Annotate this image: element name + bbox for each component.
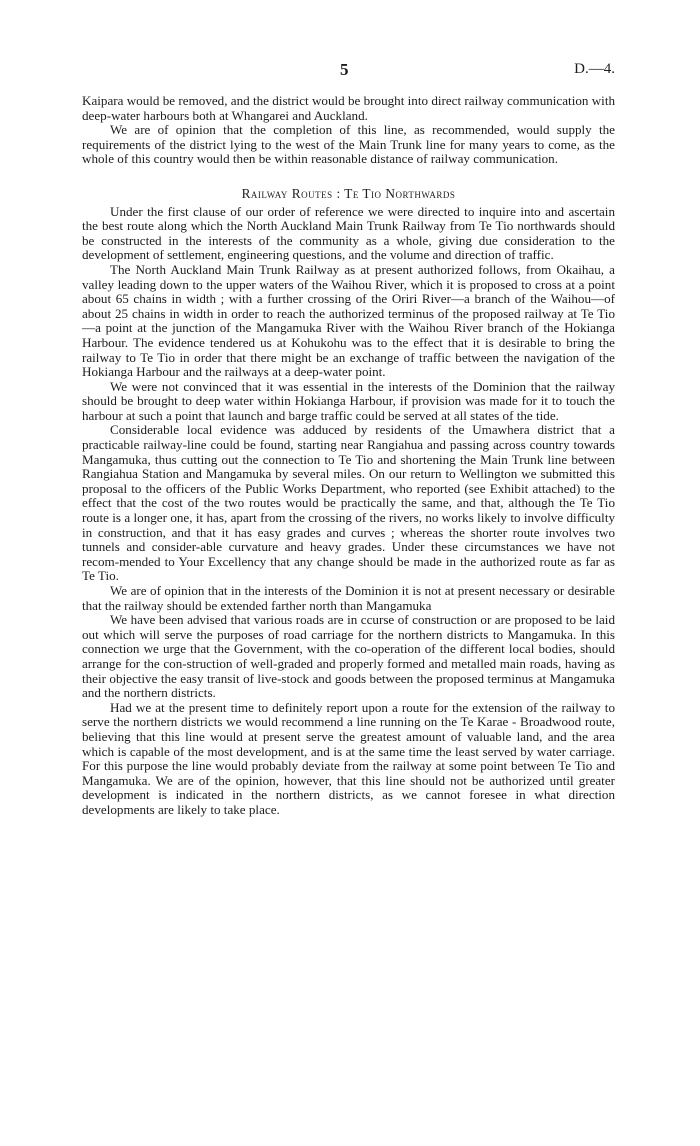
page-header	[82, 60, 615, 94]
paragraph: We have been advised that various roads are in ccurse of construction or are proposed to be laid out which will serve the purposes of road carriage for the northern districts to Mangamuka. In this connection we urge that the Government, with the co-operation of the different local bodies, should arrange for the con-struction of well-graded and properly formed and metalled main roads, having as their objective the easy transit of live-stock and goods between the proposed terminus at Mangamuka and the northern districts.	[82, 612, 615, 701]
paragraph: The North Auckland Main Trunk Railway as at present authorized follows, from Okaihau, a valley leading down to the upper waters of the Waihou River, which it is proposed to cross at a point about 65 chains in width ; with a further crossing of the Oriri River—a branch of the Waihou—of about 25 chains in width in order to reach the authorized terminus of the proposed railway at Te Tio—a point at the junction of the Mangamuka River with the Waihou River branch of the Hokianga Harbour. The evidence tendered us at Kohukohu was to the effect that it is desirable to bring the railway to Te Tio in order that there might be an exchange of traffic between the navigation of the Hokianga Harbour and the railways at a deep-water point.	[82, 261, 615, 380]
page-number: 5	[340, 60, 349, 79]
paragraph: Kaipara would be removed, and the district would be brought into direct railway communication with deep-water harbours both at Whangarei and Auckland.	[82, 93, 615, 123]
document-reference: D.—4.	[574, 61, 615, 77]
paragraph: We are of opinion that in the interests of the Dominion it is not at present necessary or desirable that the railway should be extended farther north than Mangamuka	[82, 583, 615, 613]
paragraph: Had we at the present time to definitely report upon a route for the extension of the railway to serve the northern districts we would recommend a line running on the Te Karae - Broadwood route, believing that this line would at present serve the greatest amount of valuable land, and the area which is capable of the most development, and is at the same time the least served by water carriage. For this purpose the line would probably deviate from the railway at some point between Te Tio and Mangamuka. We are of the opinion, however, that this line should not be authorized until greater development is indicated in the northern districts, as we cannot foresee in what direction developments are likely to take place.	[82, 699, 615, 817]
paragraph: Considerable local evidence was adduced by residents of the Umawhera district that a practicable railway-line could be found, starting near Rangiahua and passing across country towards Mangamuka, thus cutting out the connection to Te Tio and shortening the Main Trunk line between Rangiahua Station and Mangamuka by several miles. On our return to Wellington we submitted this proposal to the officers of the Public Works Department, who reported (see Exhibit attached) to the effect that the cost of the two routes would be practically the same, and that, although the Te Tio route is a longer one, it has, apart from the crossing of the rivers, no works likely to involve difficulty in construction, and that it has easy grades and curves ; whereas the shorter route involves two tunnels and consider-able curvature and heavy grades. Under these circumstances we have not recom-mended to Your Excellency that any change should be made in the authorized route as far as Te Tio.	[82, 422, 615, 584]
document-page	[82, 60, 615, 818]
body-text	[82, 94, 615, 818]
paragraph: We were not convinced that it was essential in the interests of the Dominion that the railway should be brought to deep water within Hokianga Harbour, if provision was made for it to touch the harbour at such a point that launch and barge traffic could be served at all states of the tide.	[82, 378, 615, 423]
paragraph: Under the first clause of our order of reference we were directed to inquire into and ascertain the best route along which the North Auckland Main Trunk Railway from Te Tio northwards should be constructed in the interests of the community as a whole, giving due consideration to the development of settlement, engineering questions, and the volume and direction of traffic.	[82, 203, 615, 263]
paragraph: We are of opinion that the completion of this line, as recommended, would supply the requirements of the district lying to the west of the Main Trunk line for many years to come, as the whole of this country would then be within reasonable distance of railway communication.	[82, 122, 615, 167]
section-heading: Railway Routes : Te Tio Northwards	[241, 185, 456, 201]
